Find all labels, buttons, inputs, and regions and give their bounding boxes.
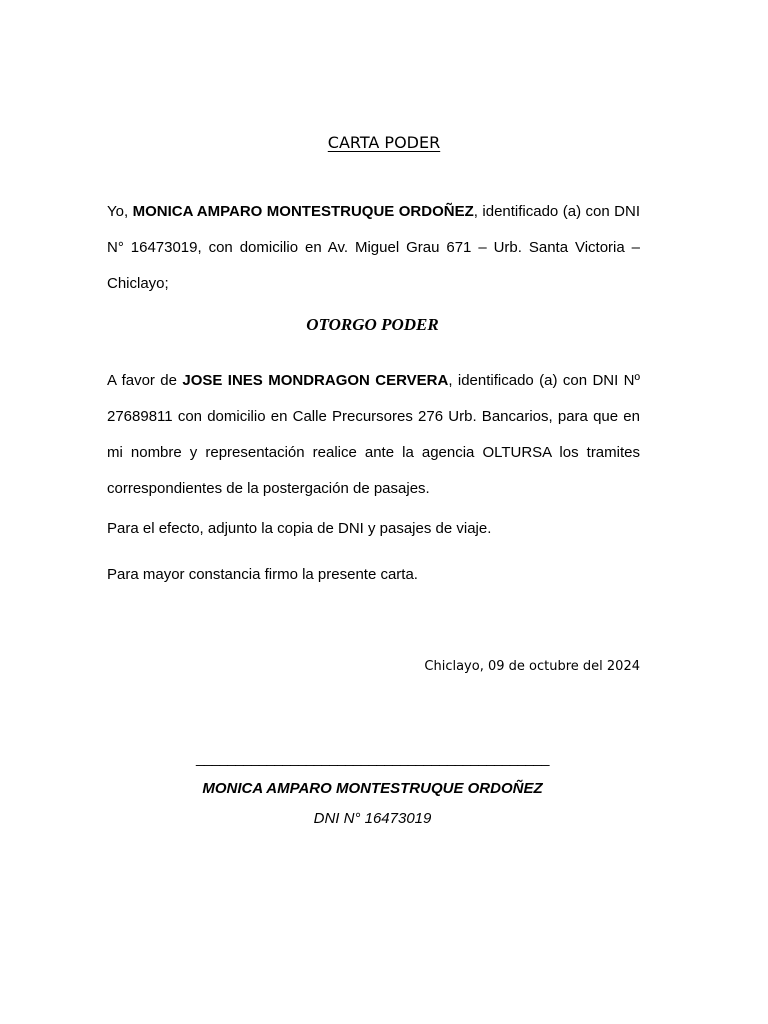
grantor-details: , identificado (a) con DNI N° 16473019, con domicilio en Av. Miguel Grau 671 – Urb. Santa Victoria – Chiclayo; (107, 203, 641, 292)
attachments-paragraph: Para el efecto, adjunto la copia de DNI y pasajes de viaje. (107, 520, 492, 537)
signature-line: _____________________________________________ (196, 750, 549, 767)
grantor-paragraph (107, 194, 640, 302)
signatory-dni: DNI N° 16473019 (313, 810, 432, 827)
closing-paragraph: Para mayor constancia firmo la presente carta. (107, 566, 418, 583)
otorgo-poder-heading: OTORGO PODER (306, 315, 439, 334)
grantee-details: , identificado (a) con DNI Nº 27689811 con domicilio en Calle Precursores 276 Urb. Bancarios, para que en mi nombre y representación realice ante la agencia OLTURSA los tramites correspondientes de la postergación de pasajes. (107, 372, 640, 497)
grantee-name: JOSE INES MONDRAGON CERVERA (182, 372, 449, 389)
document-date: Chiclayo, 09 de octubre del 2024 (424, 659, 640, 674)
grantor-prefix: Yo, (107, 203, 133, 220)
grantor-name: MONICA AMPARO MONTESTRUQUE ORDOÑEZ (132, 203, 474, 220)
signatory-name: MONICA AMPARO MONTESTRUQUE ORDOÑEZ (202, 780, 543, 797)
grantee-prefix: A favor de (107, 372, 183, 389)
grantee-paragraph (107, 363, 640, 507)
document-title: CARTA PODER (327, 133, 441, 152)
